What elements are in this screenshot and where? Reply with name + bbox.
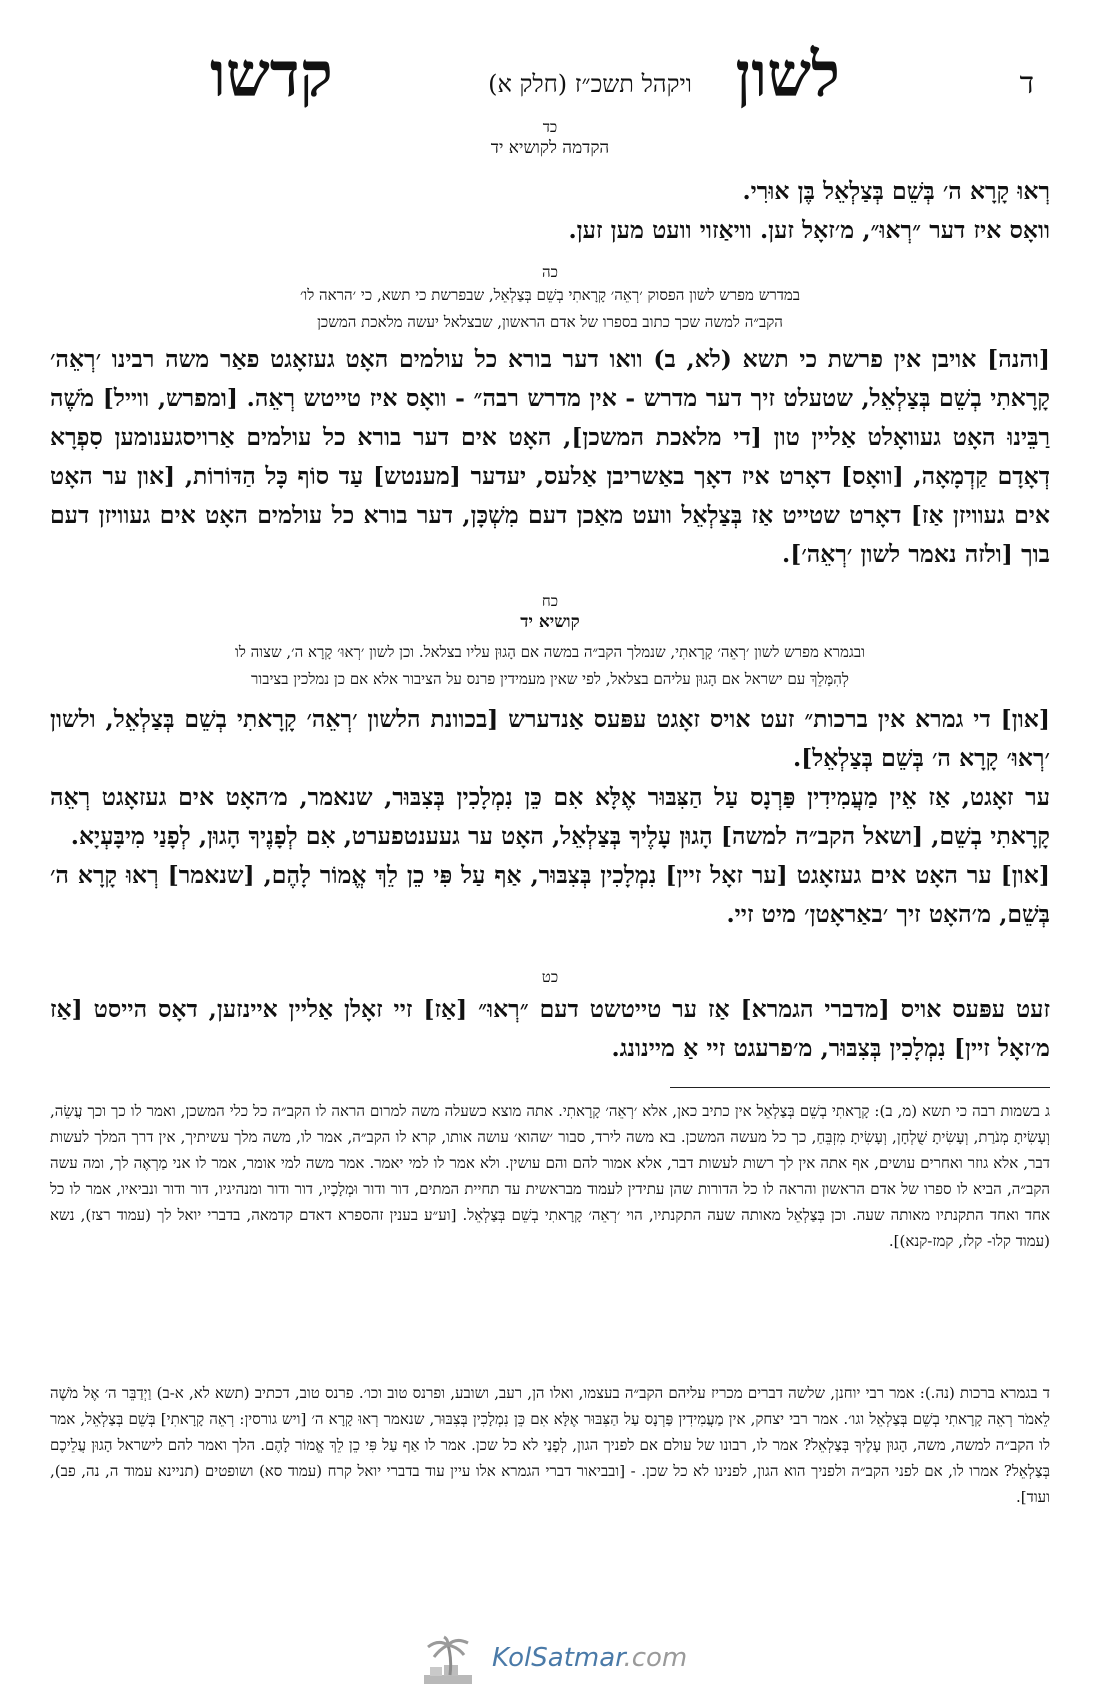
paragraph: ער זאָגט, אַז אֵין מַעֲמִידִין פַּרְנָס עַל הַצִּבּוּר אֶלָּא אִם כֵּן נִמְלָכִין בְּצִבּוּר, שנאמר, מ׳האָט אים געזאָגט רְאֵה קָרָאתִי בְשֵׁם, [ושאל הקב״ה למשה] הָגוּן עָלֶיךָ בְּצַלְאֵל, האָט ער געענטפערט, אִם לְפָנֶיךָ הָגוּן, לְפָנַי מִיבָּעְיָא. [50,783,1050,850]
page-header [60,38,1040,111]
logo-name: KolSatmar [492,1643,624,1673]
palm-tree-icon [420,1635,480,1687]
paragraph: [און] ער האָט אים געזאָגט [ער זאָל זיין] נִמְלָכִין בְּצִבּוּר, אַף עַל פִּי כֵן לֵךְ אֱמוֹר לָהֶם, [שנאמר] רְאוּ קָרָא ה׳ בְּשֵׁם, מ׳האָט זיך ׳באַראָטן׳ מיט זיי. [50,861,1050,928]
header-title-left: קדשו [210,38,333,111]
section-title: קושיא יד [520,612,580,632]
section-body [50,172,1050,250]
section-summary [50,639,1050,693]
page-number: ד [1019,66,1034,101]
footnote: ג בשמות רבה כי תשא (מ, ב): קָרָאתִי בְשֵׁם בְּצַלְאֵל אין כתיב כאן, אלא ׳רְאֵה׳ קָרָאתִי. אתה מוצא כשעלה משה למרום הראה לו הקב״ה כל כלי המשכן, ואמר לו כך וכך עֲשֵׂה, וְעָשִׂיתָ מְנֹרַת, וְעָשִׂיתָ שֻׁלְחָן, וְעָשִׂיתָ מִזְבֵּחַ, כך כל מעשה המשכן. בא משה לירד, סבור ׳שהוא׳ עושה אותו, קרא לו הקב״ה, אמר לו, משה מלך עשיתיך, אין דרך המלך לעשות דבר, אלא גוזר ואחרים עושים, אף אתה אין לך רשות לעשות דבר, אלא אמור להם והם עושין. ולא אמר לו למי יאמר. אמר משה למי אומר, אמר לו אני מַרְאֶה לך, ומה עשה הקב״ה, הביא לו ספרו של אדם הראשון והראה לו כל הדורות שהן עתידין לעמוד מבראשית עד תחיית המתים, דור ודור וּמְלָכָיו, דור ודור ומנהיגיו, דור ודור ונביאיו, אמר לו כל אחד ואחד התקנתיו מאותה שעה. וכן בְּצַלְאֵל מאותה שעה התקנתיו, הוי ׳רְאֵה׳ קָרָאתִי בְשֵׁם בְּצַלְאֵל. [וע״ע בענין זהספרא דאדם קדמאה, בדברי יואל לך (עמוד רצז), נשא (עמוד קלו- קלז, קמז-קנא)]. [50,1102,1050,1250]
paragraph: וואָס איז דער ״רְאוּ״, מ׳זאָל זען. וויאַזוי וועט מען זען. [568,216,1050,244]
summary-line: הקב״ה למשה שכך כתוב בספרו של אדם הראשון, שבצלאל יעשה מלאכת המשכן [317,313,783,331]
section-body: [והנה] אויבן אין פרשת כי תשא (לא, ב) וואו דער בורא כל עולמים האָט געזאָגט פאַר משה רבינו ׳רְאֵה׳ קָרָאתִי בְשֵׁם בְּצַלְאֵל, שטעלט זיך דער מדרש - אין מדרש רבה״ - וואָס איז טייטש רְאֵה. [ומפרש, ווייל] מֹשֶׁה רַבֵּינוּ האָט געוואָלט אַליין טון [די מלאכת המשכן], האָט אים דער בורא כל עולמים אַרויסגענומען סִפְרָא דְאָדָם קַדְמָאָה, [וואָס] דאָרט איז דאָך באַשריבן אַלעס, יעדער [מענטש] עַד סוֹף כָּל הַדּוֹרוֹת, [און ער האָט אים געוויזן אַז] דאָרט שטייט אַז בְּצַלְאֵל וועט מאַכן דעם מִשְׁכָּן, דער בורא כל עולמים האָט אים געוויזן דעם בוך [ולזה נאמר לשון ׳רְאֵה׳]. [50,345,1050,568]
summary-line: לְהִמָּלֵךְ עם ישראל אם הָגוּן עליהם בצלאל, לפי שאין מעמידין פרנס על הציבור אלא אם כן נמלכין בציבור [251,670,849,688]
section-number: כה [542,263,558,281]
footnote-divider [670,1087,1050,1088]
logo-tld: .com [623,1643,688,1673]
section-body [50,700,1050,934]
summary-line: ובגמרא מפרש לשון ׳רְאֵה׳ קָרָאתִי, שנמלך הקב״ה במשה אם הָגוּן עליו בצלאל. וכן לשון ׳רְאוּ׳ קָרָא ה׳, שצוה לו [235,643,865,661]
header-parsha: ויקהל תשכ״ז (חלק א) [488,70,692,98]
section-number: כד [542,118,558,136]
summary-line: במדרש מפרש לשון הפסוק ׳רְאֵה׳ קָרָאתִי בְשֵׁם בְּצַלְאֵל, שבפרשת כי תשא, כי ׳הראה לו׳ [299,286,801,304]
paragraph: רְאוּ קָרָא ה׳ בְּשֵׁם בְּצַלְאֵל בֶּן אוּרִי. [742,177,1050,205]
logo-text [492,1643,687,1673]
paragraph: [און] די גמרא אין ברכות״ זעט אויס זאָגט עפּעס אַנדערש [בכוונת הלשון ׳רְאֵה׳ קָרָאתִי בְשֵׁם בְּצַלְאֵל, ולשון ׳רְאוּ׳ קָרָא ה׳ בְּשֵׁם בְּצַלְאֵל]. [50,705,1050,772]
section-body: זעט עפּעס אויס [מדברי הגמרא] אַז ער טייטשט דעם ״רְאוּ״ [אַז] זיי זאָלן אַליין איינזען, דאָס הייסט [אַז מ׳זאָל זיין] נִמְלָכִין בְּצִבּוּר, מ׳פרעגט זיי אַ מיינונג. [50,995,1050,1062]
section-number: כח [541,592,559,610]
section-summary [50,282,1050,336]
kolsatmar-logo [420,1635,688,1690]
footnote: ד בגמרא ברכות (נה.): אמר רבי יוחנן, שלשה דברים מכריז עליהם הקב״ה בעצמו, ואלו הן, רעב, ושובע, ופרנס טוב וכו׳. פרנס טוב, דכתיב (תשא לא, א-ב) וַיְדַבֵּר ה׳ אֶל מֹשֶׁה לֵאמֹר רְאֵה קָרָאתִי בְשֵׁם בְּצַלְאֵל וגו׳. אמר רבי יצחק, אין מַעֲמִידִין פַּרְנָס עַל הַצִּבּוּר אֶלָּא אִם כֵּן נִמְלָכִין בְּצִבּוּר, שנאמר רְאוּ קָרָא ה׳ [ויש גורסין: רְאֵה קָרָאתִי] בְּשֵׁם בְּצַלְאֵל, אמר לו הקב״ה למשה, משה, הָגוּן עָלֶיךָ בְּצַלְאֵל? אמר לו, רבונו של עולם אם לפניך הגון, לְפָנַי לא כל שכן. אמר לו אַף עַל פִּי כֵן לֵךְ אֱמוֹר לָהֶם. הלך ואמר להם לישראל הָגוּן עֲלֵיכֶם בְּצַלְאֵל? אמרו לו, אם לפני הקב״ה ולפניך הוא הגון, לפנינו לא כל שכן. - [ובביאור דברי הגמרא אלו עיין עוד בדברי יואל קרח (עמוד סא) ושופטים (תניינא עמוד ה, נה, פב), ועוד]. [50,1384,1050,1506]
section-number: כט [541,968,559,986]
header-title-right: לשון [735,38,840,111]
section-title: הקדמה לקושיא יד [490,138,610,158]
